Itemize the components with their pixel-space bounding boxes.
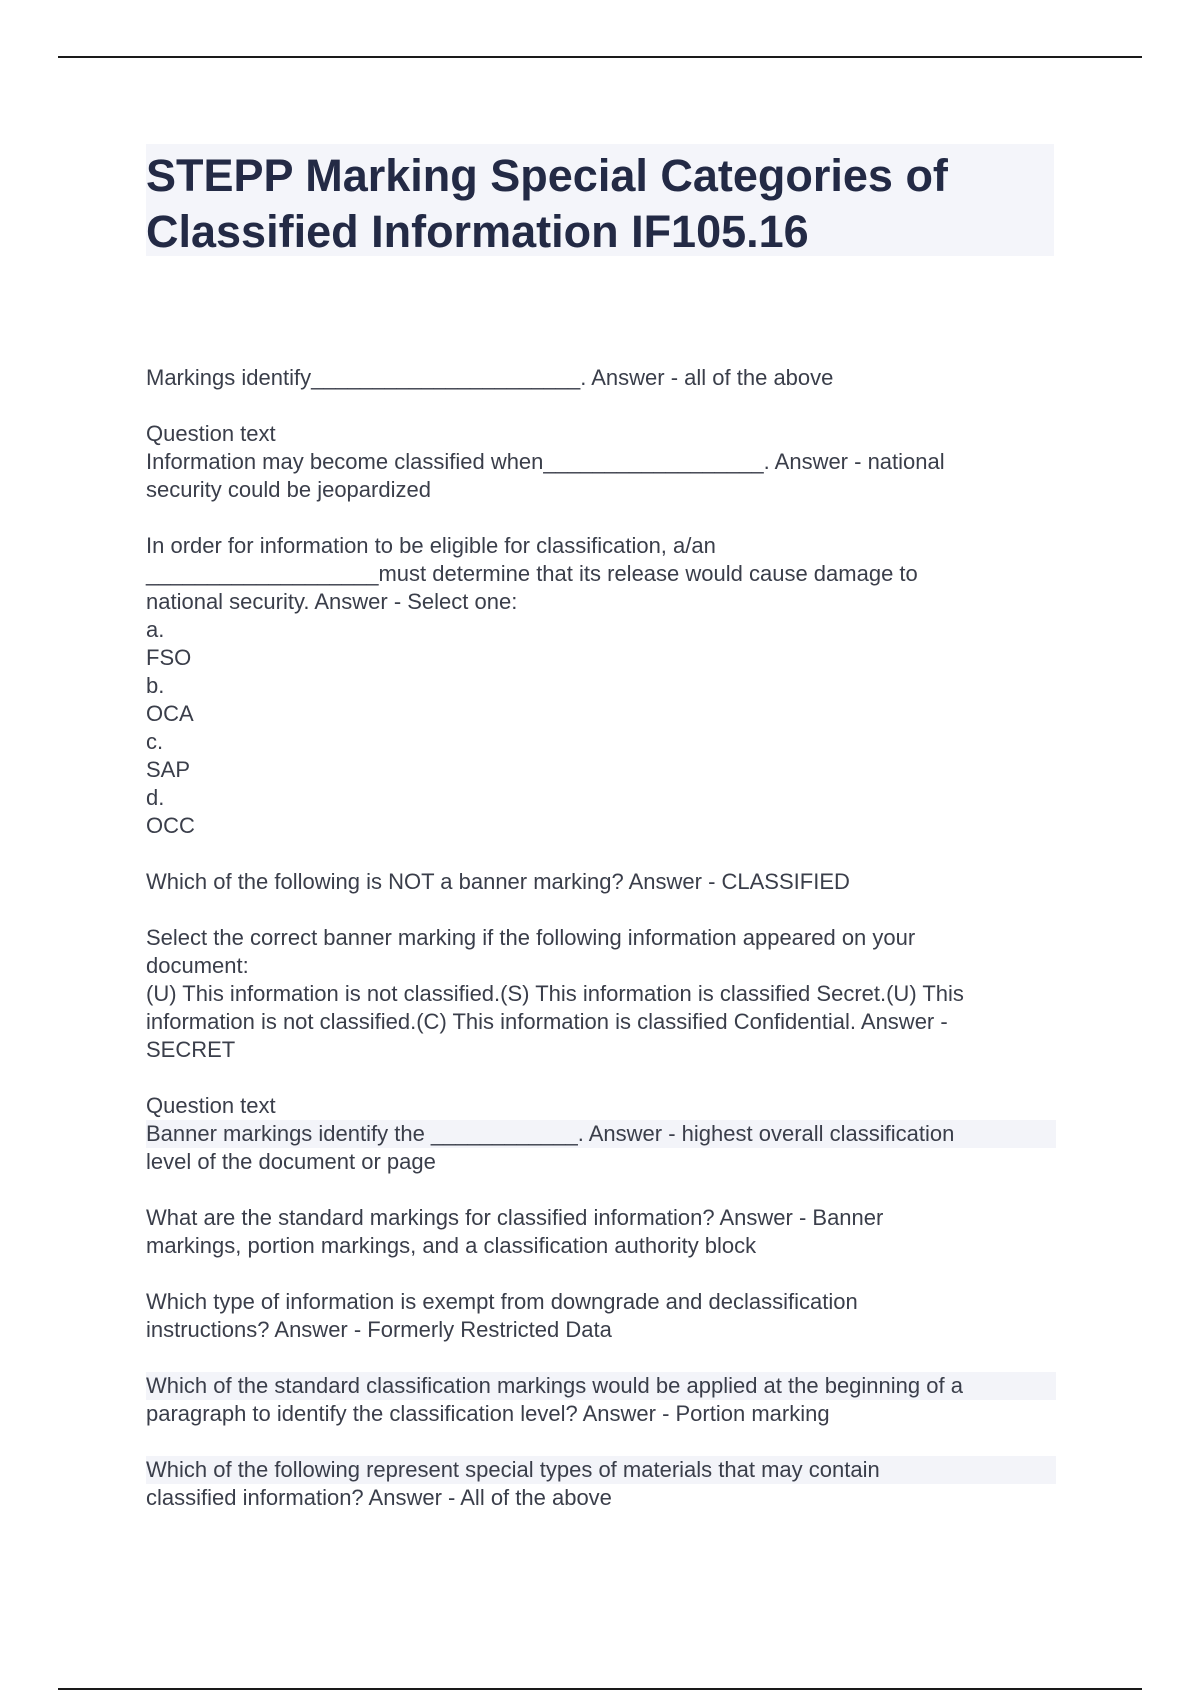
question-item	[146, 1288, 1056, 1344]
question-item	[146, 868, 1056, 896]
title-line: STEPP Marking Special Categories of	[146, 150, 948, 201]
option-text: SAP	[146, 757, 191, 782]
question-item	[146, 1372, 1056, 1428]
top-rule	[58, 56, 1142, 58]
question-line: In order for information to be eligible for classification, a/an	[146, 533, 716, 558]
question-line: instructions? Answer - Formerly Restricted Data	[146, 1317, 612, 1342]
question-item	[146, 1456, 1056, 1512]
question-item	[146, 420, 1056, 504]
question-line: national security. Answer - Select one:	[146, 589, 518, 614]
question-line: security could be jeopardized	[146, 477, 431, 502]
question-line: level of the document or page	[146, 1149, 436, 1174]
question-line: Information may become classified when__________________. Answer - national	[146, 449, 945, 474]
question-line: What are the standard markings for classified information? Answer - Banner	[146, 1205, 884, 1230]
question-line: classified information? Answer - All of the above	[146, 1485, 612, 1510]
question-line: Select the correct banner marking if the following information appeared on your	[146, 925, 916, 950]
question-line: Which of the following represent special types of materials that may contain	[146, 1456, 1056, 1484]
page-title	[146, 144, 1054, 260]
question-line: Question text	[146, 1093, 276, 1118]
question-line: Which type of information is exempt from downgrade and declassification	[146, 1289, 858, 1314]
question-line: SECRET	[146, 1037, 236, 1062]
option-text: OCC	[146, 813, 195, 838]
question-item	[146, 924, 1056, 1064]
question-line: Banner markings identify the ____________. Answer - highest overall classification	[146, 1120, 1056, 1148]
title-block	[146, 144, 1054, 256]
question-line: Which of the standard classification markings would be applied at the beginning of a	[146, 1372, 1056, 1400]
option-letter: a.	[146, 617, 165, 642]
question-line: paragraph to identify the classification level? Answer - Portion marking	[146, 1401, 830, 1426]
question-item	[146, 532, 1056, 840]
option-text: FSO	[146, 645, 192, 670]
question-item	[146, 1204, 1056, 1260]
question-line: Which of the following is NOT a banner marking? Answer - CLASSIFIED	[146, 869, 850, 894]
question-line: Question text	[146, 421, 276, 446]
question-line: information is not classified.(C) This information is classified Confidential. Answer -	[146, 1009, 948, 1034]
option-letter: c.	[146, 729, 164, 754]
option-text: OCA	[146, 701, 194, 726]
question-line: Markings identify______________________. Answer - all of the above	[146, 365, 834, 390]
question-line: ___________________must determine that its release would cause damage to	[146, 561, 918, 586]
question-line: document:	[146, 953, 249, 978]
question-line: (U) This information is not classified.(S) This information is classified Secret.(U) This	[146, 981, 964, 1006]
question-item	[146, 364, 1056, 392]
option-letter: b.	[146, 673, 165, 698]
question-list	[146, 364, 1056, 1540]
title-line: Classified Information IF105.16	[146, 206, 809, 257]
option-letter: d.	[146, 785, 165, 810]
bottom-rule	[58, 1688, 1142, 1690]
question-line: markings, portion markings, and a classification authority block	[146, 1233, 757, 1258]
question-item	[146, 1092, 1056, 1176]
